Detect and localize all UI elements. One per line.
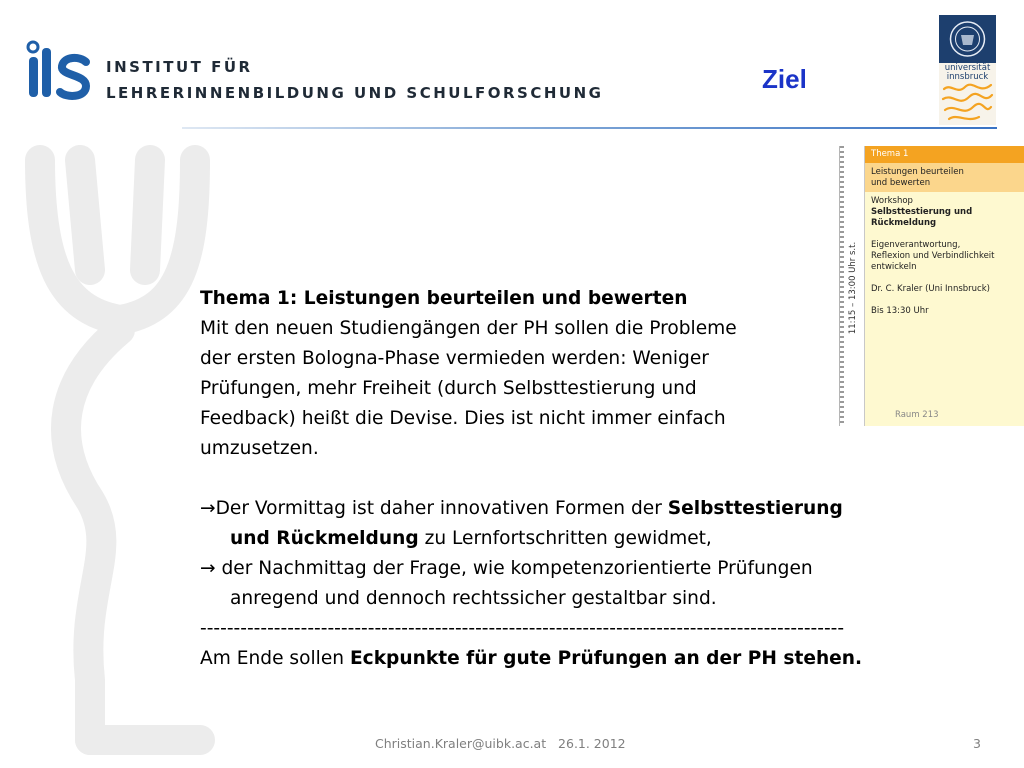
slide-body [200,284,940,674]
bullet-morning-text: Der Vormittag ist daher innovativen Formen der [215,498,668,519]
schedule-end-time: Bis 13:30 Uhr [871,306,929,316]
bullet-afternoon-line-1 [200,554,940,584]
schedule-room: Raum 213 [895,410,939,420]
arrow-right-icon: → [200,498,216,519]
schedule-workshop-title-line-1: Selbsttestierung und [871,207,973,217]
conclusion [200,644,940,674]
university-innsbruck-logo-icon [939,15,996,125]
svg-text:innsbruck: innsbruck [946,72,989,82]
bullet-morning-bold-1: Selbsttestierung [667,498,843,519]
conclusion-bold: Eckpunkte für gute Prüfungen an der PH stehen. [349,648,863,669]
body-paragraph-line-1: Mit den neuen Studiengängen der PH sollen die Probleme [200,318,737,339]
page-number: 3 [973,736,981,751]
schedule-theme-header: Thema 1 [865,146,1024,163]
separator-line: ------------------------------------------------------------------------------------------------ [200,618,845,639]
schedule-presenter: Dr. C. Kraler (Uni Innsbruck) [871,284,990,294]
ils-logo-icon [24,40,92,104]
institute-name-line-2: LEHRERINNENBILDUNG UND SCHULFORSCHUNG [106,84,604,102]
institute-name-line-1: INSTITUT FÜR [106,58,253,76]
schedule-theme-subtitle [865,163,1024,192]
slide-title: Ziel [762,64,807,94]
bullet-afternoon-line-2: anregend und dennoch rechtssicher gestaltbar sind. [230,588,717,609]
schedule-description-line-1: Eigenverantwortung, [871,240,961,250]
body-paragraph-line-5: umzusetzen. [200,438,319,459]
schedule-theme-subtitle-line-1: Leistungen beurteilen [871,167,964,177]
body-paragraph-line-3: Prüfungen, mehr Freiheit (durch Selbsttestierung und [200,378,697,399]
bullet-morning-line-2 [200,524,940,554]
schedule-description-line-3: entwickeln [871,262,917,272]
bullet-morning-bold-2: und Rückmeldung [230,528,419,549]
schedule-session-type: Workshop [871,196,913,206]
body-paragraph-line-4: Feedback) heißt die Devise. Dies ist nicht immer einfach [200,408,726,429]
schedule-time: 11:15 – 13:00 Uhr s.t. [848,241,858,335]
watermark-figure-icon [0,120,220,760]
arrow-right-icon: → [200,558,216,579]
body-heading: Thema 1: Leistungen beurteilen und bewerten [200,288,688,309]
svg-text:universität: universität [944,63,991,73]
header-divider [182,127,997,129]
bullet-morning-post: zu Lernfortschritten gewidmet, [418,528,712,549]
bullet-afternoon-text: der Nachmittag der Frage, wie kompetenzorientierte Prüfungen [215,558,813,579]
body-paragraph-line-2: der ersten Bologna-Phase vermieden werden: Weniger [200,348,709,369]
schedule-workshop-title-line-2: Rückmeldung [871,218,937,228]
schedule-theme-subtitle-line-2: und bewerten [871,178,931,188]
bullet-morning-line-1 [200,494,940,524]
schedule-description-line-2: Reflexion und Verbindlichkeit [871,251,995,261]
footer-email-date: Christian.Kraler@uibk.ac.at 26.1. 2012 [375,736,626,751]
conclusion-text: Am Ende sollen [200,648,350,669]
